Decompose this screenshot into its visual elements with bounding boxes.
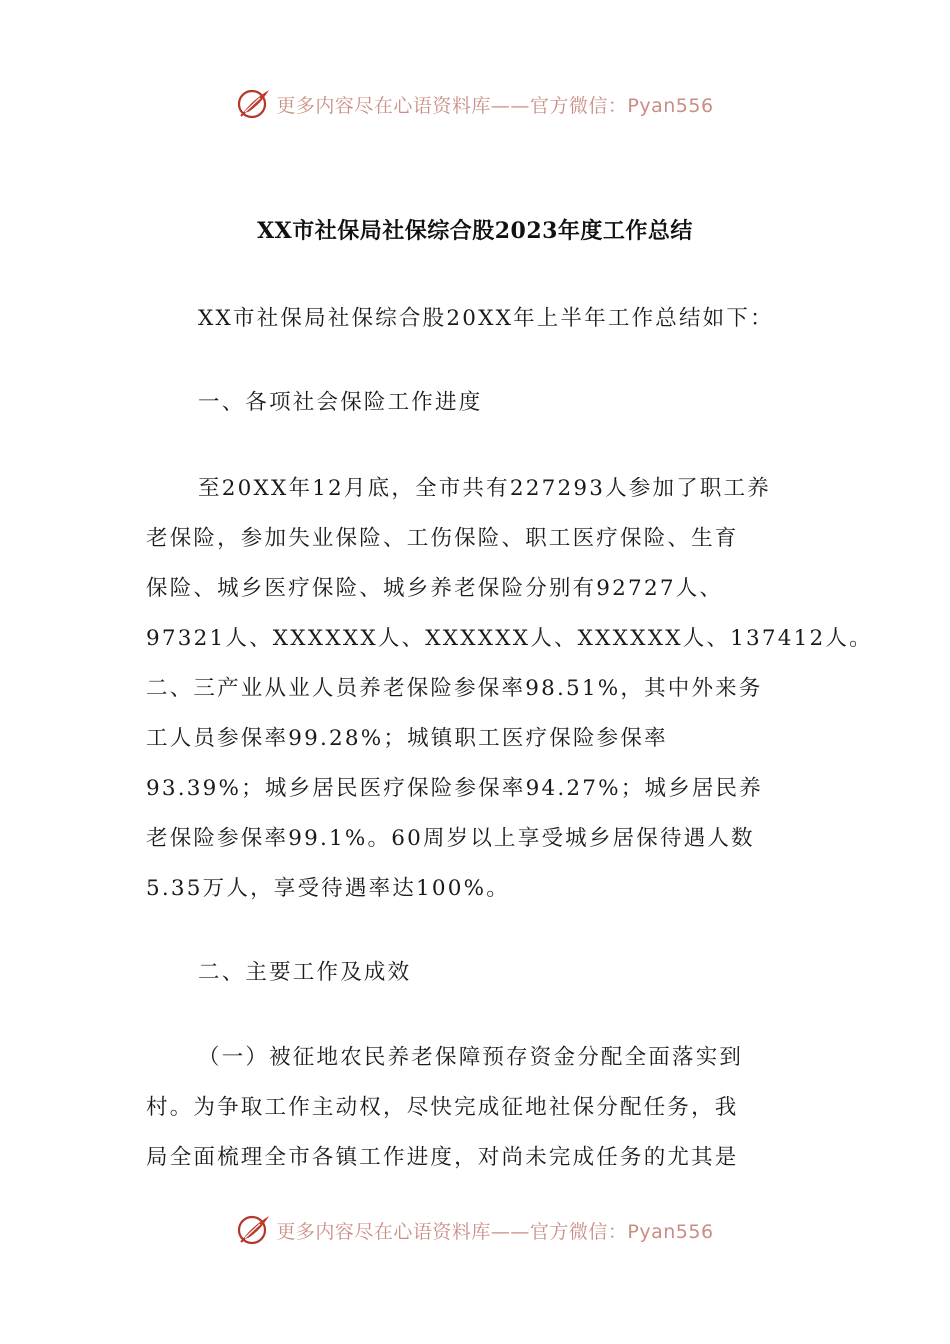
section1-line: 老保险，参加失业保险、工伤保险、职工医疗保险、生育 — [146, 526, 739, 551]
section2-heading — [146, 948, 806, 998]
section1-body — [146, 464, 873, 914]
wechat-id: Pyan556 — [627, 1220, 714, 1243]
section1-line: 97321人、XXXXXX人、XXXXXX人、XXXXXX人、137412人。 — [146, 626, 873, 651]
watermark-banner-top — [0, 84, 950, 124]
intro-paragraph — [146, 294, 806, 344]
section1-line: 5.35万人，享受待遇率达100%。 — [146, 876, 510, 901]
watermark-content — [236, 1212, 713, 1248]
section1-line: 93.39%；城乡居民医疗保险参保率94.27%；城乡居民养 — [146, 776, 763, 801]
section1-line: 老保险参保率99.1%。60周岁以上享受城乡居保待遇人数 — [146, 826, 755, 851]
document-title: XX市社保局社保综合股2023年度工作总结 — [257, 218, 693, 244]
section2-heading-text: 二、主要工作及成效 — [198, 960, 412, 985]
wechat-id: Pyan556 — [627, 94, 714, 117]
section1-line: 至20XX年12月底，全市共有227293人参加了职工养 — [198, 476, 772, 501]
intro-line: XX市社保局社保综合股20XX年上半年工作总结如下： — [198, 306, 774, 331]
section2-line: （一）被征地农民养老保障预存资金分配全面落实到 — [198, 1045, 744, 1070]
quill-logo-icon — [236, 86, 272, 122]
watermark-text: 更多内容尽在心语资料库——官方微信：Pyan556 — [276, 94, 714, 117]
section2-line: 局全面梳理全市各镇工作进度，对尚未完成任务的尤其是 — [146, 1145, 739, 1170]
section2-body — [146, 1033, 806, 1183]
section1-line: 二、三产业从业人员养老保险参保率98.51%，其中外来务 — [146, 676, 763, 701]
section1-heading-text: 一、各项社会保险工作进度 — [198, 390, 483, 415]
watermark-banner-bottom — [0, 1210, 950, 1250]
quill-logo-icon — [236, 1212, 272, 1248]
section1-line: 工人员参保率99.28%；城镇职工医疗保险参保率 — [146, 726, 668, 751]
section1-heading — [146, 378, 806, 428]
section2-line: 村。为争取工作主动权，尽快完成征地社保分配任务，我 — [146, 1095, 739, 1120]
section1-line: 保险、城乡医疗保险、城乡养老保险分别有92727人、 — [146, 576, 724, 601]
watermark-content — [236, 86, 713, 122]
watermark-text: 更多内容尽在心语资料库——官方微信：Pyan556 — [276, 1220, 714, 1243]
